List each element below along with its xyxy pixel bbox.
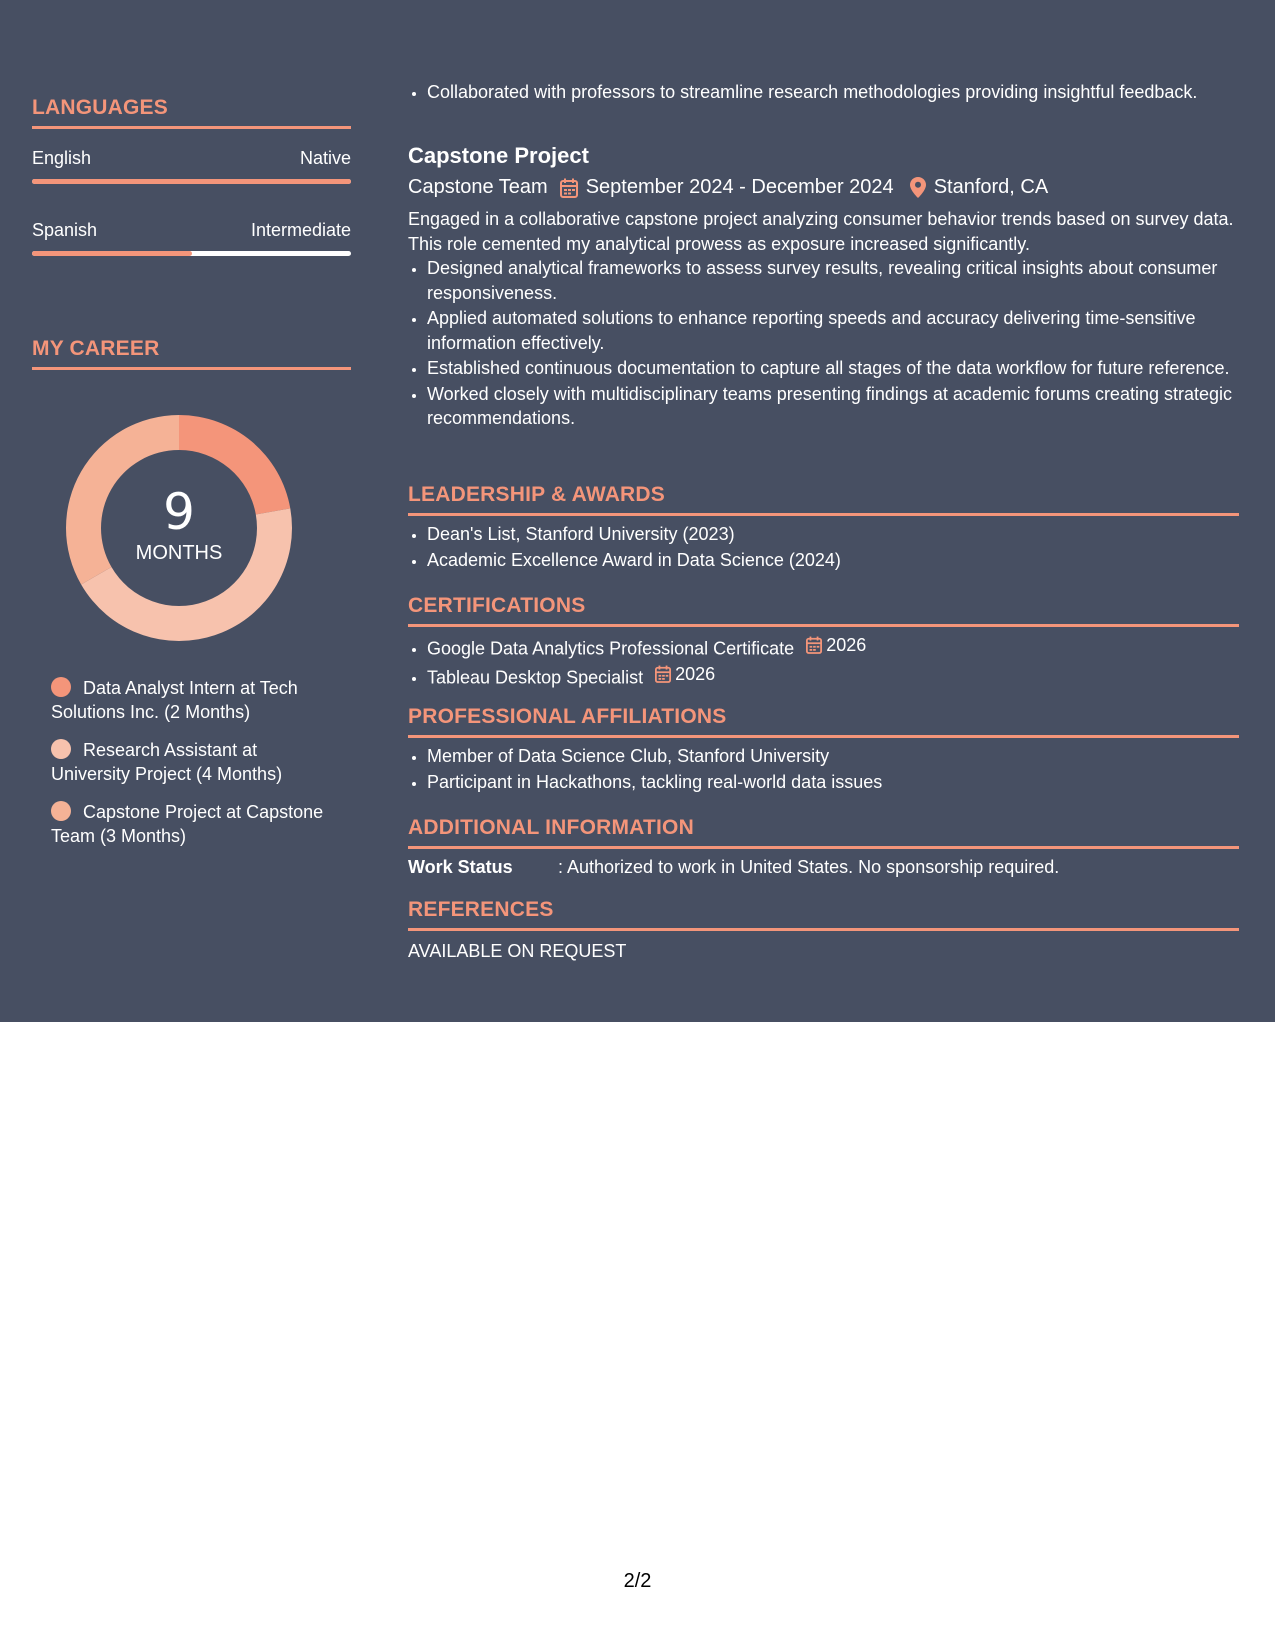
- leadership-section: [408, 483, 1239, 573]
- list-item: • Collaborated with professors to streamline research methodologies providing insightful feedback.: [427, 80, 1258, 105]
- map-pin-icon: [910, 177, 926, 198]
- career-legend: [51, 676, 331, 862]
- previous-role-bullets: [408, 80, 1258, 106]
- additional-info-heading: ADDITIONAL INFORMATION: [408, 816, 1239, 849]
- capstone-title: Capstone Project: [408, 143, 589, 168]
- list-item: • Designed analytical frameworks to assess survey results, revealing critical insights about consumer responsiveness.: [427, 256, 1239, 305]
- capstone-description: Engaged in a collaborative capstone project analyzing consumer behavior trends based on survey data. This role cemented my analytical prowess as exposure increased significantly.: [408, 209, 1234, 254]
- certification-name: Google Data Analytics Professional Certificate: [427, 638, 795, 659]
- language-name: Spanish: [32, 220, 98, 240]
- calendar-icon: [560, 178, 578, 198]
- list-item: [427, 633, 1239, 661]
- language-level: Native: [299, 148, 351, 168]
- certifications-section: [408, 594, 1239, 691]
- career-section: [32, 337, 351, 370]
- capstone-org: Capstone Team: [408, 176, 548, 198]
- list-item: • Dean's List, Stanford University (2023): [427, 522, 1239, 547]
- career-legend-item: Capstone Project at Capstone Team (3 Months): [51, 802, 324, 846]
- work-status-value: : Authorized to work in United States. No sponsorship required.: [558, 857, 1060, 877]
- calendar-icon: [655, 665, 671, 683]
- capstone-location: Stanford, CA: [933, 176, 1049, 198]
- language-level: Intermediate: [250, 220, 351, 240]
- language-proficiency-bar: [32, 179, 351, 184]
- languages-section: [32, 96, 351, 256]
- language-spanish: [32, 220, 351, 256]
- list-item: • Member of Data Science Club, Stanford University: [427, 744, 1239, 769]
- career-total-number: 9: [163, 482, 195, 541]
- additional-info-section: [408, 816, 1239, 878]
- certification-year: 2026: [826, 635, 867, 655]
- page-number: 2/2: [623, 1570, 652, 1592]
- capstone-meta: [408, 176, 1239, 199]
- career-donut-chart: [66, 415, 292, 641]
- certification-name: Tableau Desktop Specialist: [427, 667, 644, 687]
- language-name: English: [32, 148, 92, 168]
- capstone-dates: September 2024 - December 2024: [585, 176, 894, 198]
- list-item: • Established continuous documentation to capture all stages of the data workflow for future reference.: [427, 356, 1239, 381]
- list-item: [427, 662, 1239, 690]
- language-proficiency-fill: [32, 179, 351, 184]
- list-item: • Applied automated solutions to enhance reporting speeds and accuracy delivering time-sensitive information effectively.: [427, 306, 1239, 355]
- work-status-row: [408, 857, 1239, 878]
- capstone-bullets: [408, 256, 1239, 431]
- legend-dot-icon: [51, 677, 71, 697]
- affiliations-list: [408, 744, 1239, 794]
- certifications-heading: CERTIFICATIONS: [408, 594, 1239, 627]
- affiliations-heading: PROFESSIONAL AFFILIATIONS: [408, 705, 1239, 738]
- certifications-list: [408, 633, 1239, 690]
- calendar-icon: [806, 636, 822, 654]
- list-item: • Participant in Hackathons, tackling real-world data issues: [427, 770, 1239, 795]
- leadership-list: [408, 522, 1239, 572]
- language-english: [32, 148, 351, 184]
- references-heading: REFERENCES: [408, 898, 1239, 931]
- career-legend-item: Data Analyst Intern at Tech Solutions Inc. (2 Months): [51, 678, 298, 722]
- language-proficiency-fill: [32, 251, 192, 256]
- career-total-unit: MONTHS: [135, 541, 223, 564]
- career-legend-item: Research Assistant at University Project (4 Months): [51, 740, 283, 784]
- languages-heading: LANGUAGES: [32, 96, 351, 129]
- career-heading: MY CAREER: [32, 337, 351, 370]
- list-item: • Worked closely with multidisciplinary teams presenting findings at academic forums creating strategic recommendations.: [427, 382, 1239, 431]
- references-text: AVAILABLE ON REQUEST: [408, 941, 627, 961]
- capstone-experience: [408, 143, 1239, 432]
- legend-dot-icon: [51, 739, 71, 759]
- certification-year: 2026: [675, 663, 716, 684]
- legend-dot-icon: [51, 801, 71, 821]
- work-status-label: Work Status: [408, 857, 513, 877]
- leadership-heading: LEADERSHIP & AWARDS: [408, 483, 1239, 516]
- affiliations-section: [408, 705, 1239, 795]
- references-section: [408, 898, 1239, 962]
- language-proficiency-bar: [32, 251, 351, 256]
- list-item: • Academic Excellence Award in Data Science (2024): [427, 548, 1239, 573]
